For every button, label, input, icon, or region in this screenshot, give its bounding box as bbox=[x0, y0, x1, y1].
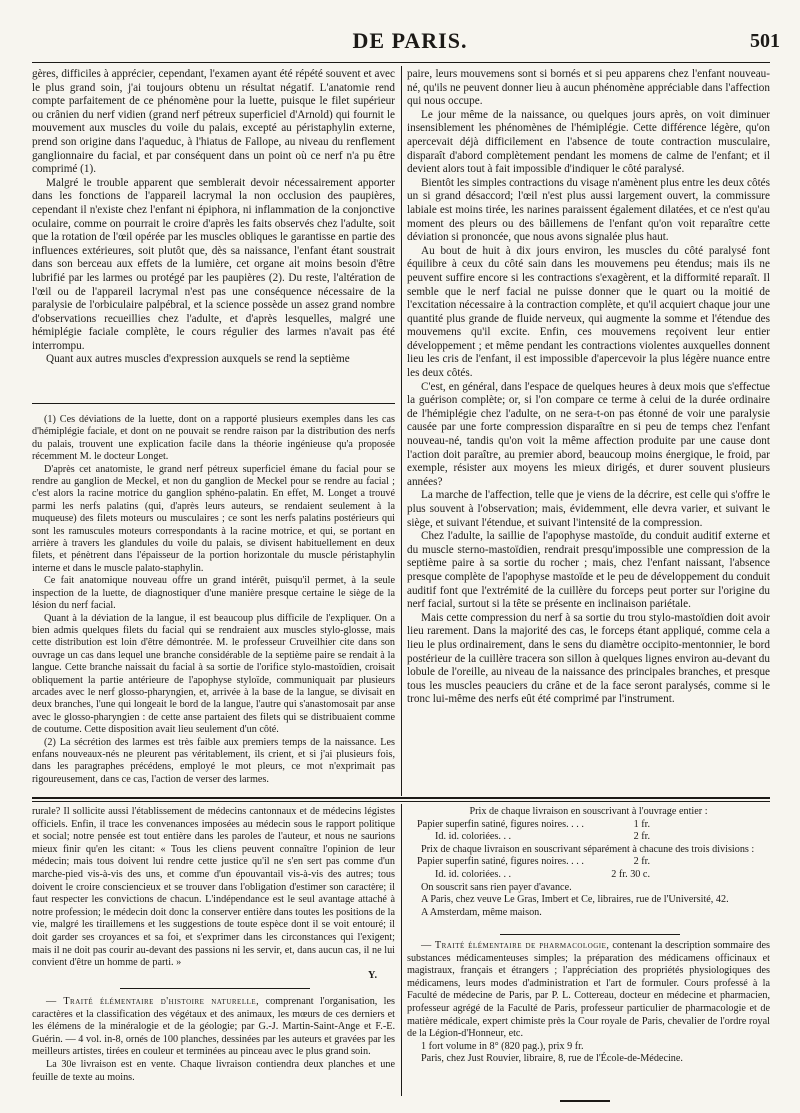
price-label: Papier superfin satiné, figures noires. . . . bbox=[417, 818, 584, 830]
page-header bbox=[40, 28, 780, 58]
footnote: D'après cet anatomiste, le grand nerf pétreux superficiel émane du facial pour se rendre au ganglion de Meckel, et non du ganglion de Meckel pour se rendre au facial ; c'est alors la racine motrice du ganglion sphéno-palatin. En effet, M. Longet a trouvé parmi les nerfs palatins (qui, d'après leurs auteurs, se rendaient seulement à la muqueuse) des filets moteurs ou musculaires ; ce sont les nerfs palatins postérieurs qui sont les ramuscules moteurs correspondants à la racine motrice, et qui, se portant en arrière à travers les glandules du voile du palais, se divisent habituellement en deux filets, et pénètrent dans l'épaisseur de la portion horizontale du muscle péristaphylin interne et dans le muscle palato-staphylin. bbox=[32, 463, 395, 574]
price-value: 2 fr. bbox=[633, 831, 650, 843]
paragraph: La marche de l'affection, telle que je viens de la décrire, est celle qui s'offre le plus souvent à l'observation; mais, évidemment, elle devra varier, et suivant le siège, et suivant l'étendue, et suivant l'intensité de la compression. bbox=[407, 489, 770, 529]
pharma-block bbox=[407, 940, 770, 1096]
footnote: (1) Ces déviations de la luette, dont on a rapporté plusieurs exemples dans les cas d'hémiplégie faciale, et dont on ne pouvait se rendre raison par la distribution des nerfs du palais, trouvent une explication facile dans la théorie ingénieuse qu'a proposée récemment M. le docteur Longet. bbox=[32, 414, 395, 463]
price-label: Id. id. coloriées. . . bbox=[435, 868, 512, 880]
paragraph: paire, leurs mouvemens sont si bornés et si peu apparens chez l'enfant nouveau-né, qu'ils ne peuvent donner lieu à aucun phénomène appréciable dans l'affection qui nous occupe. bbox=[407, 68, 770, 108]
price-row bbox=[407, 856, 770, 869]
paragraph: C'est, en général, dans l'espace de quelques heures à deux mois que s'effectue la guérison complète; or, si l'on compare ce terme à celui de la durée ordinaire de l'hémiplégie chez l'adulte, on ne sera-t-on pas étonné de voir une paralysie causée par une forte compression disparaître en si peu de temps chez l'enfant nouveau-né, tandis qu'on voit la même affection produite par une cause dont l'action doit paraître, au premier abord, beaucoup moins énergique, le froid, par exemple, résister aux moyens les mieux dirigés, et durer souvent plusieurs années? bbox=[407, 380, 770, 488]
column-divider bbox=[401, 66, 402, 796]
paragraph: rurale? Il sollicite aussi l'établissement de médecins cantonnaux et de médecins légistes officiels. Enfin, il trace les convenances imposées au médecin sous le rapport politique et social; notre pensée est tout entière dans les paroles de l'auteur, et nous ne saurions mieux finir qu'en les citant: « Tous les cliens peuvent connaître l'opinion de leur médecin; mais tous doivent lui rendre cette justice qu'il ne s'en sert pas comme d'un marche-pied vis-à-vis des uns, et comme d'un épouvantail vis-à-vis des autres; tous doivent le croire consciencieux et se trouver dans l'obligation d'estimer son caractère; il faut respecter les convictions de chacun. L'indépendance est le seul avantage attaché à notre profession; le médecin doit donc la conserver entière dans toutes les positions de la vie, malgré les tiraillemens et les suggestions de toute espèce dont il se voit entouré; il doit garder ses croyances et sa foi, et s'exprimer dans les circonstances qui l'exigent; mais il ne doit pas courir au-devant des passions ni les servir, et, dans aucun cas, il ne lui convient d'être un homme de parti. » bbox=[32, 806, 395, 969]
paragraph: Malgré le trouble apparent que semblerait devoir nécessairement apporter dans les fonctions de l'appareil lacrymal la non occlusion des paupières, cependant il n'existe chez l'enfant ni épiphora, ni inflammation de la conjonctive oculaire, comme on pourrait le croire d'après les faits observés chez l'adulte, soit que la rotation de l'œil opérée par les muscles obliques le garantisse en partie des influences extérieures, soit plutôt que, dès sa naissance, l'enfant étant soustrait dans son berceau aux effets de la lumière, cet organe ait moins besoin d'être lubrifié par les larmes ou protégé par les paupières (2). Du reste, l'altération de l'œil ou de l'appareil lacrymal n'est pas une conséquence nécessaire de la paralysie de l'orbiculaire palpébral, et la science possède un assez grand nombre d'observations recueillies chez l'adulte, et d'après lesquelles, malgré une hémiplégie faciale complète, le cours régulier des larmes n'avait pas été interrompu. bbox=[32, 176, 395, 352]
price-value: 2 fr. bbox=[633, 856, 650, 868]
bottom-right-column bbox=[407, 806, 770, 934]
price-value: 2 fr. 30 c. bbox=[611, 868, 650, 880]
signature: Y. bbox=[368, 969, 377, 981]
paragraph: Chez l'adulte, la saillie de l'apophyse mastoïde, du conduit auditif externe et du muscle sterno-mastoïdien, rendrait presqu'impossible une compression de la septième paire à sa sortie du rocher ; mais, chez l'enfant naissant, l'absence presque complète de l'apophyse mastoïde et le peu de développement du conduit auditif font que l'extrémité de la cuillère du forceps peut porter sur l'origine du nerf facial, surtout si la tête se présente en inclinaison pariétale. bbox=[407, 530, 770, 611]
end-rule bbox=[560, 1100, 610, 1102]
price-heading: Prix de chaque livraison en souscrivant à l'ouvrage entier : bbox=[469, 806, 708, 817]
footnote: Quant à la déviation de la langue, il est beaucoup plus difficile de l'expliquer. On a bien admis quelques filets du facial qui se rendraient aux muscles stylo-glosse, mais cette distribution est loin d'être démontrée. M. le professeur Cruveilhier cite dans son ouvrage un cas dans lequel une branche considérable de la septième paire se rendait à la langue. Cette branche naissait du facial à sa sortie de l'orifice stylo-mastoïdien, croisait obliquement la partie antérieure de l'apophyse styloïde, communiquait par plusieurs arcades avec le nerf glosso-pharyngien, et, arrivée à la base de la langue, se divisait en deux branches, l'une qui longeait le bord de la langue, l'autre qui s'anastomosait par anse avec le glosso-pharyngien : de cette anse partaient des filets qui se distribuaient comme de coutume. Cette disposition avait lieu seulement d'un côté. bbox=[32, 612, 395, 736]
price-row bbox=[407, 869, 770, 882]
address-amsterdam: A Amsterdam, même maison. bbox=[421, 906, 542, 918]
left-column bbox=[32, 68, 395, 394]
review-text: comprenant l'organisation, les caractères et la classification des végétaux et des animaux, les mœurs de ces derniers et les élémens de la minéralogie et de la géologie; par G.-J. Martin-Saint-Ange et F.-E. Guérin. — 4 vol. in-8, ornés de 100 planches, dessinées par les auteurs et gravées par les meilleurs artistes, tirées en couleur et terminées au pinceau avec le plus grand soin. bbox=[32, 996, 395, 1058]
paragraph: Au bout de huit à dix jours environ, les muscles du côté paralysé font équilibre à ceux du côté sain dans les mouvemens peu étendus; mais ils ne peuvent suffire encore si les contractions s'exagèrent, et la difformité reparaît. Il semble que le nerf facial ne puisse donner que le quart ou la moitié de l'excitation nécessaire à la contraction complète, et qu'il acquiert chaque jour une quantité plus grande de fluide nerveux, qui augmente la somme et l'étendue des mouvemens qu'il excite. Enfin, ces mouvemens reçoivent leur entier développement ; et même pendant les contractions violentes auxquelles donnent lieu les cris de l'enfant, il est impossible d'apercevoir la plus légère nuance entre les deux côtés. bbox=[407, 244, 770, 380]
paragraph: Le jour même de la naissance, ou quelques jours après, on voit diminuer insensiblement les phénomènes de l'hémiplégie. Cette différence légère, qu'on apercevait déjà difficilement en l'absence de toute contraction musculaire, disparaît d'abord complètement pendant les momens de calme de l'enfant; et il devient alors tout à fait impossible d'indiquer le côté paralysé. bbox=[407, 108, 770, 176]
subscribe-note: On souscrit sans rien payer d'avance. bbox=[421, 881, 572, 893]
price-row bbox=[407, 819, 770, 832]
volume-info: 1 fort volume in 8° (820 pag.), prix 9 fr. bbox=[421, 1040, 584, 1052]
footnotes bbox=[32, 414, 395, 792]
right-column bbox=[407, 68, 770, 792]
paragraph: Quant aux autres muscles d'expression auxquels se rend la septième bbox=[46, 353, 350, 366]
footnote: (2) La sécrétion des larmes est très faible aux premiers temps de la naissance. Les enfans nouveaux-nés ne pleurent pas véritablement, ils crient, et si j'ai plusieurs fois, dans les paragraphes précédens, employé le mot pleurs, ce mot n'exprimait pas rigoureusement, dans ce cas, l'action de verser des larmes. bbox=[32, 736, 395, 785]
page-number: 501 bbox=[750, 30, 780, 52]
price-value: 1 fr. bbox=[633, 818, 650, 830]
column-divider bbox=[401, 804, 402, 1096]
address-paris: A Paris, chez veuve Le Gras, Imbert et Ce, libraires, rue de l'Université, 42. bbox=[421, 894, 729, 906]
header-rule bbox=[32, 62, 770, 63]
review-block bbox=[32, 996, 395, 1096]
price-heading-2: Prix de chaque livraison en souscrivant séparément à chacune des trois divisions : bbox=[421, 843, 755, 855]
paragraph: La 30e livraison est en vente. Chaque livraison contiendra deux planches et une feuille de texte au moins. bbox=[32, 1058, 395, 1083]
section-rule bbox=[32, 801, 770, 802]
price-label: Papier superfin satiné, figures noires. . . . bbox=[417, 856, 584, 868]
publisher-info: Paris, chez Just Rouvier, libraire, 8, rue de l'École-de-Médecine. bbox=[421, 1053, 683, 1065]
pharma-title: — Traité élémentaire de pharmacologie, bbox=[421, 940, 610, 951]
review-title: — Traité élémentaire d'histoire naturelle, bbox=[46, 996, 260, 1007]
paragraph: Bientôt les simples contractions du visage n'amènent plus entre les deux côtés un si grand désaccord; l'œil n'est plus aussi largement ouvert, la commissure labiale est moins tirée, les narines paraissent également dilatées, et ce n'est qu'au moment des pleurs ou des bâillemens de l'enfant qu'on voit reparaître cette déviation si prononcée, que nous avons signalée plus haut. bbox=[407, 176, 770, 244]
paragraph: Mais cette compression du nerf à sa sortie du trou stylo-mastoïdien doit avoir lieu rarement. Dans la majorité des cas, le forceps étant appliqué, comme cela a lieu le plus ordinairement, dans le sens du diamètre occipito-mentonnier, le bord postérieur de la cuillère tracera son sillon à quelques lignes environ au-devant du lobule de l'oreille, au niveau de la naissance des principales branches, et presque tous les muscles peauciers du crâne et de la face seront paralysés, comme si le tronc lui-même des nerfs eût été comprimé par l'instrument. bbox=[407, 611, 770, 706]
section-rule bbox=[32, 797, 770, 799]
footnote-rule bbox=[32, 403, 395, 404]
price-label: Id. id. coloriées. . . bbox=[435, 831, 512, 843]
paragraph: gères, difficiles à apprécier, cependant, l'examen ayant été répété souvent et avec le plus grand soin, j'ai toujours obtenu un résultat négatif. L'anatomie rend compte parfaitement de ce phénomène pour la luette, puisque le filet supérieur ou crânien du nerf vidien (grand nerf pétreux superficiel d'Arnold) qui fournit le mouvement aux muscles du voile du palais, excepté au péristaphylin externe, prend son origine dans l'aqueduc, à l'hiatus de Fallope, au niveau du renflement ganglionnaire du facial, et par conséquent dans un point où ce nerf n'a pu être comprimé (1). bbox=[32, 68, 395, 176]
bottom-left-column bbox=[32, 806, 395, 986]
footnote: Ce fait anatomique nouveau offre un grand intérêt, puisqu'il permet, à la seule inspection de la luette, de diagnostiquer d'une manière presque certaine le siège de la lésion du nerf facial. bbox=[32, 575, 395, 612]
short-rule bbox=[500, 934, 680, 935]
pharma-text: contenant la description sommaire des substances médicamenteuses simples; la préparation des médicamens officinaux et magistraux, français et étrangers ; l'appréciation des propriétés physiologiques des médicamens, leurs modes d'administration et l'art de formuler. Cours professé à la Faculté de médecine de Paris, par P. L. Cottereau, docteur en médecine et pharmacien, professeur agrégé de la Faculté de Paris, professeur particulier de pharmacologie et de matière médicale, expert chimiste près la Cour royale de Paris, chevalier de l'ordre royal de la Légion-d'Honneur, etc. bbox=[407, 940, 770, 1040]
price-row bbox=[407, 831, 770, 844]
short-rule bbox=[120, 988, 310, 989]
running-title: DE PARIS. bbox=[352, 28, 468, 53]
